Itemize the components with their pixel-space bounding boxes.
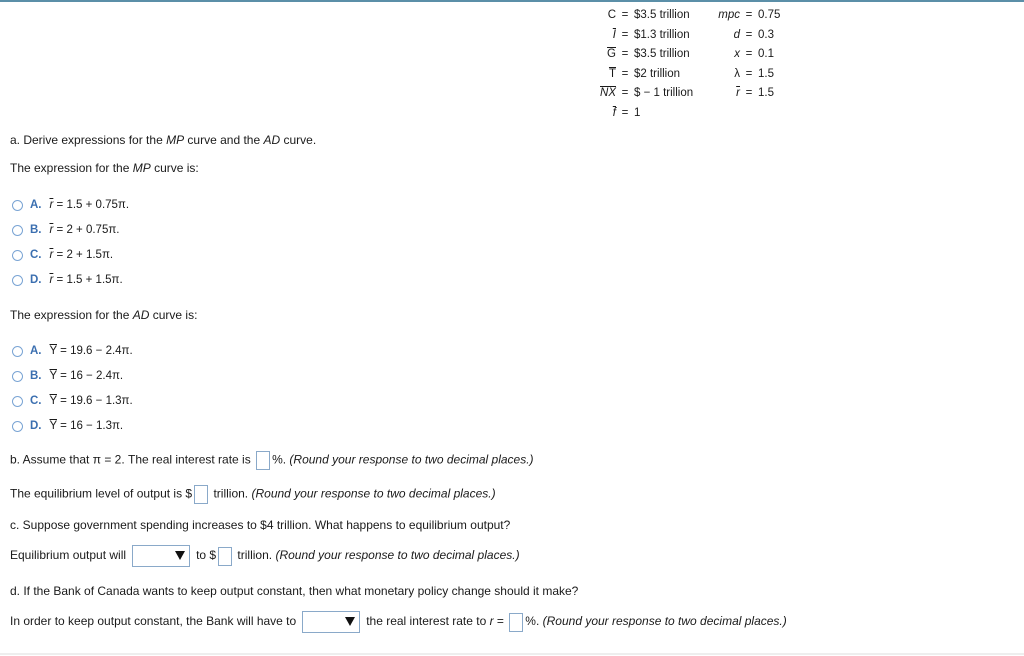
option-label: B. (30, 224, 42, 236)
equals-sign: = (621, 48, 629, 60)
text: In order to keep output constant, the Bank will have to (10, 614, 297, 629)
param-name: $\overline{T}$ (608, 67, 616, 80)
text: %. (525, 614, 540, 629)
param-value: $ − 1 trillion (634, 87, 694, 99)
text: trillion. (213, 486, 249, 501)
param-row-mpc (692, 6, 780, 26)
text: = (493, 614, 508, 629)
param-row-t (560, 65, 693, 85)
part-a-question (10, 133, 316, 147)
equals-sign: = (745, 87, 753, 99)
param-row-r (692, 84, 780, 104)
option-expression: = 16 − 1.3π. (56, 420, 124, 432)
variable: $\overline{Y}$ (49, 395, 57, 407)
variable: $\overline{r}$ (49, 199, 54, 211)
param-value: 0.3 (758, 28, 774, 41)
mp-curve-intro (10, 161, 199, 175)
equals-sign: = (621, 87, 629, 99)
radio-button[interactable] (12, 200, 23, 211)
param-row-lambda (692, 65, 780, 85)
param-name: mpc (718, 9, 740, 21)
rounding-note: (Round your response to two decimal places.) (289, 452, 534, 467)
text: MP (166, 133, 185, 147)
text: The expression for the (10, 161, 133, 175)
equals-sign: = (745, 48, 753, 60)
text: curve. (280, 133, 317, 147)
variable: r (489, 614, 494, 629)
param-row-d (692, 26, 780, 46)
text: AD (263, 133, 281, 147)
equals-sign: = (621, 67, 629, 80)
param-name: C (607, 9, 616, 21)
ad-option-b[interactable] (12, 367, 123, 385)
variable: $\overline{r}$ (49, 224, 54, 236)
new-output-input[interactable] (218, 547, 232, 566)
option-label: D. (30, 420, 42, 432)
param-name: $\overline{f}$ (612, 106, 616, 119)
part-b-question (10, 451, 534, 470)
param-row-g (560, 45, 693, 65)
ad-option-c[interactable] (12, 392, 133, 410)
radio-button[interactable] (12, 421, 23, 432)
param-name: x (734, 48, 740, 60)
rounding-note: (Round your response to two decimal places.) (251, 486, 496, 501)
target-rate-input[interactable] (509, 613, 523, 632)
mp-option-c[interactable] (12, 246, 113, 264)
text: curve is: (149, 308, 198, 322)
rounding-note: (Round your response to two decimal places.) (542, 614, 787, 629)
param-value: 1.5 (758, 67, 774, 80)
equals-sign: = (621, 9, 629, 21)
variable: $\overline{r}$ (49, 249, 54, 261)
interest-rate-input[interactable] (256, 451, 270, 470)
param-value: 0.75 (758, 9, 781, 21)
variable: $\overline{r}$ (49, 274, 54, 286)
part-c-question: c. Suppose government spending increases to $4 trillion. What happens to equilibrium output? (10, 518, 511, 532)
param-row-c (560, 6, 693, 26)
parameter-table-right (692, 6, 780, 104)
variable: $\overline{Y}$ (49, 370, 57, 382)
option-expression: = 19.6 − 2.4π. (56, 345, 133, 357)
parameter-table-left (560, 6, 693, 123)
part-c-answer-line (10, 545, 520, 567)
equals-sign: = (745, 28, 753, 41)
param-row-nx (560, 84, 693, 104)
option-label: C. (30, 395, 42, 407)
option-expression: = 2 + 1.5π. (53, 249, 114, 261)
dropdown-arrow-icon (345, 617, 355, 626)
param-value: $2 trillion (634, 67, 681, 80)
variable: $\overline{Y}$ (49, 420, 57, 432)
text: The expression for the (10, 308, 133, 322)
ad-curve-intro (10, 308, 197, 322)
option-label: B. (30, 370, 42, 382)
param-name: $\overline{I}$ (612, 28, 616, 41)
param-value: 1 (634, 106, 641, 119)
param-value: 0.1 (758, 48, 774, 60)
param-name: $\overline{G}$ (607, 48, 616, 60)
ad-option-a[interactable] (12, 342, 133, 360)
param-name: λ (734, 67, 740, 80)
param-value: $3.5 trillion (634, 48, 690, 60)
param-row-i (560, 26, 693, 46)
option-expression: = 1.5 + 0.75π. (53, 199, 130, 211)
mp-option-d[interactable] (12, 271, 123, 289)
param-name: $\overline{NX}$ (600, 87, 616, 99)
part-d-question: d. If the Bank of Canada wants to keep output constant, then what monetary policy change should it make? (10, 584, 579, 598)
option-expression: = 1.5 + 1.5π. (53, 274, 123, 286)
param-value: $3.5 trillion (634, 9, 690, 21)
equilibrium-output-input[interactable] (194, 485, 208, 504)
text: the real interest rate to (366, 614, 490, 629)
equals-sign: = (745, 9, 753, 21)
text: trillion. (237, 548, 273, 563)
text: %. (272, 452, 287, 467)
param-value: 1.5 (758, 87, 774, 99)
param-row-f (560, 104, 693, 124)
option-label: C. (30, 249, 42, 261)
radio-button[interactable] (12, 250, 23, 261)
param-name: d (733, 28, 740, 41)
mp-option-b[interactable] (12, 221, 119, 239)
text: Equilibrium output will (10, 548, 127, 563)
option-expression: = 19.6 − 1.3π. (56, 395, 133, 407)
text: MP (132, 161, 151, 175)
text: AD (132, 308, 150, 322)
param-name: $\overline{r}$ (736, 87, 740, 99)
bottom-border (0, 653, 1024, 655)
equilibrium-output-line (10, 485, 496, 504)
mp-option-a[interactable] (12, 196, 129, 214)
variable: $\overline{Y}$ (49, 345, 57, 357)
option-expression: = 2 + 0.75π. (53, 224, 120, 236)
text: to $ (196, 548, 217, 563)
top-border (0, 0, 1024, 2)
text: a. Derive expressions for the (10, 133, 167, 147)
ad-option-d[interactable] (12, 417, 123, 435)
radio-button[interactable] (12, 275, 23, 286)
option-label: A. (30, 199, 42, 211)
text: curve and the (184, 133, 264, 147)
option-label: D. (30, 274, 42, 286)
text: curve is: (150, 161, 199, 175)
output-change-dropdown[interactable] (132, 545, 190, 567)
radio-button[interactable] (12, 225, 23, 236)
text: b. Assume that π = 2. The real interest rate is (10, 452, 255, 467)
dropdown-arrow-icon (175, 551, 185, 560)
param-value: $1.3 trillion (634, 28, 690, 41)
rounding-note: (Round your response to two decimal places.) (275, 548, 520, 563)
radio-button[interactable] (12, 346, 23, 357)
radio-button[interactable] (12, 396, 23, 407)
part-d-answer-line (10, 611, 787, 633)
option-label: A. (30, 345, 42, 357)
text: The equilibrium level of output is $ (10, 486, 193, 501)
param-row-x (692, 45, 780, 65)
equals-sign: = (621, 106, 629, 119)
option-expression: = 16 − 2.4π. (56, 370, 124, 382)
equals-sign: = (745, 67, 753, 80)
policy-change-dropdown[interactable] (302, 611, 360, 633)
radio-button[interactable] (12, 371, 23, 382)
equals-sign: = (621, 28, 629, 41)
